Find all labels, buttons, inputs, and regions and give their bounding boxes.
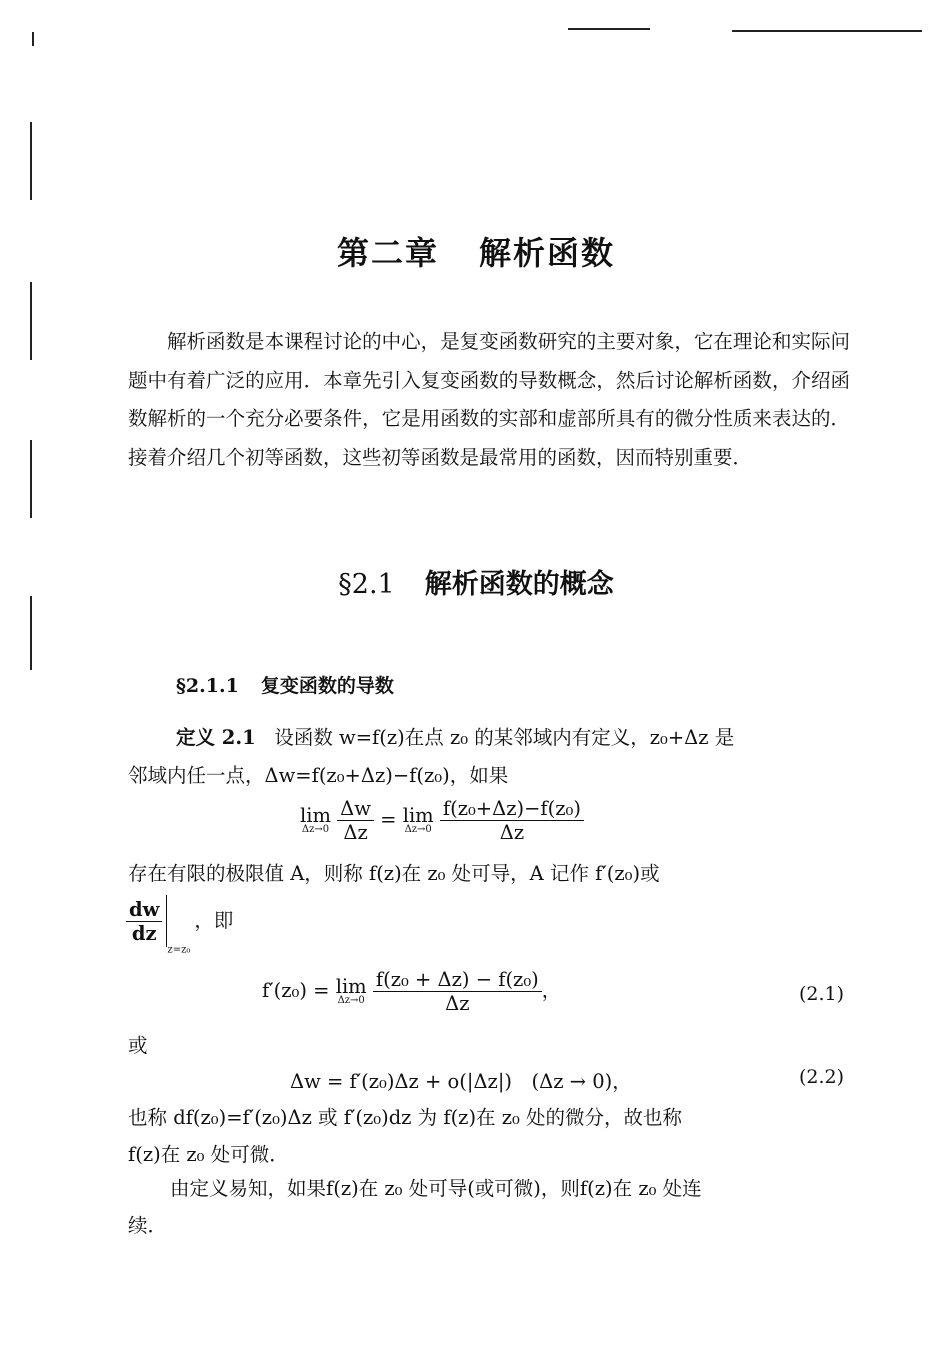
definition-line-1 [176, 722, 850, 750]
subsection-name: 复变函数的导数 [260, 675, 394, 697]
section-title [0, 562, 952, 601]
continuity-line-2: 续． [128, 1214, 168, 1237]
chapter-title [0, 228, 952, 274]
chapter-name: 解析函数 [479, 234, 616, 272]
or-text: 或 [128, 1034, 148, 1057]
dw-dz-evaluated [126, 895, 233, 956]
subsection-title [176, 671, 394, 698]
eq21-comma: ， [541, 979, 562, 1002]
eq21-fraction: $\frac{\text{f(z₀ + Δz) − f(z₀)}}{\Delta z}$ [373, 968, 542, 1015]
fraction-dw-dz: $\frac{\Delta w}{\Delta z}$ [337, 797, 374, 844]
differential-line-1: 也称 df(z₀)=f′(z₀)Δz 或 f′(z₀)dz 为 f(z)在 z₀ 处的微分，故也称 [128, 1106, 683, 1129]
fraction-difference-quotient: $\frac{\text{f(z₀+Δz)−f(z₀)}}{\Delta z}$ [440, 797, 584, 844]
margin-bar [30, 596, 32, 670]
ji-text: ，即 [194, 908, 234, 932]
equation-number-2-1: (2.1) [798, 983, 844, 1005]
definition-text-1: 设函数 w=f(z)在点 z₀ 的某邻域内有定义，z₀+Δz 是 [274, 726, 735, 749]
margin-bar [30, 122, 32, 200]
eval-subscript: z=z₀ [167, 944, 191, 956]
intro-text: 解析函数是本课程讨论的中心，是复变函数研究的主要对象，它在理论和实际问题中有着广泛的应用．本章先引入复变函数的导数概念，然后讨论解析函数，介绍函数解析的一个充分必要条件，它是用函数的实部和虚部所具有的微分性质来表达的．接着介绍几个初等函数，这些初等函数是最常用的函数，因而特别重要． [128, 330, 850, 469]
chapter-number: 第二章 [336, 234, 439, 272]
margin-bar [30, 440, 32, 518]
equation-2-2: Δw = f′(z₀)Δz + o(|Δz|) (Δz → 0)， [290, 1070, 632, 1093]
section-name: 解析函数的概念 [424, 569, 614, 600]
section-number: §2.1 [338, 569, 395, 600]
lim-operator: lim Δz→0 [300, 803, 331, 836]
lim-operator-2: lim Δz→0 [402, 803, 434, 836]
derivative-definition-line: 存在有限的极限值 A，则称 f(z)在 z₀ 处可导，A 记作 f′(z₀)或 [128, 862, 660, 885]
equation-2-1 [262, 968, 561, 1015]
eq21-lhs: f′(z₀) = [262, 979, 330, 1002]
fraction-dw-dz-eval: $\frac{dw}{dz}$ [126, 898, 162, 945]
differential-line-2: f(z)在 z₀ 处可微． [128, 1143, 289, 1166]
definition-line-2: 邻域内任一点，Δw=f(z₀+Δz)−f(z₀)，如果 [128, 764, 509, 787]
continuity-line-1: 由定义易知，如果f(z)在 z₀ 处可导(或可微)，则f(z)在 z₀ 处连 [170, 1177, 702, 1200]
eq21-lim: lim Δz→0 [335, 974, 367, 1007]
equals-sign: = [380, 808, 397, 831]
margin-bar [30, 282, 32, 360]
equation-number-2-2: (2.2) [798, 1066, 844, 1088]
subsection-number: §2.1.1 [176, 675, 239, 697]
limit-equation [300, 797, 584, 844]
intro-paragraph [128, 323, 850, 477]
header-rule [732, 30, 922, 32]
header-rule [568, 28, 650, 30]
definition-label: 定义 2.1 [176, 726, 256, 749]
margin-bar [32, 32, 34, 46]
